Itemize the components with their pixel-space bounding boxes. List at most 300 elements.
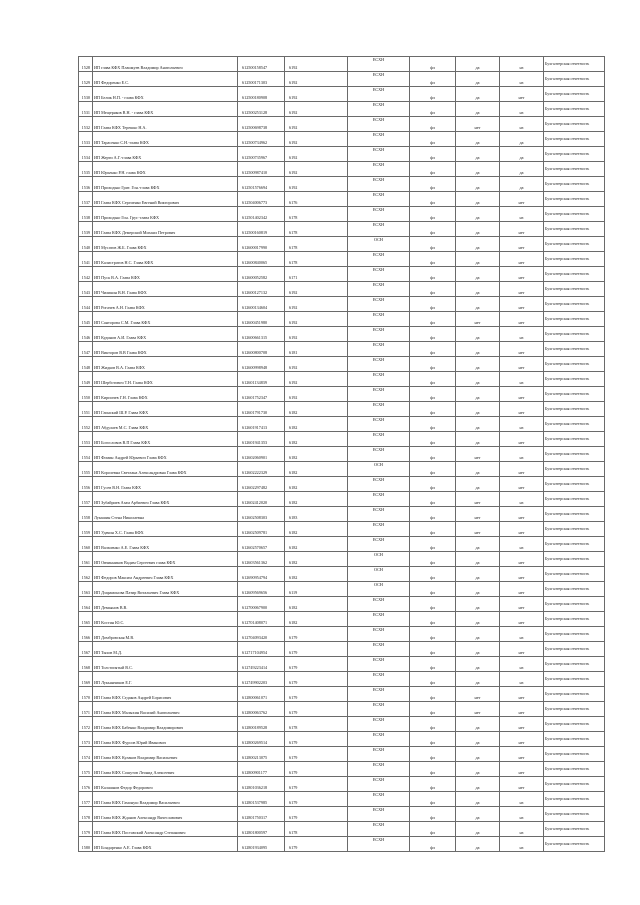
company-name-cell: ИП Тыхов М.Д. (93, 642, 238, 657)
report-type-cell: Бухгалтерская отчетность (544, 837, 605, 852)
flag-one-cell: да (456, 222, 500, 237)
inn-cell: 612602297482 (238, 477, 285, 492)
code-cell: 6182 (285, 447, 348, 462)
code-cell: 6192 (285, 102, 348, 117)
report-type-cell: Бухгалтерская отчетность (544, 657, 605, 672)
company-name-cell: ИП Глава КФХ Гамонуш Владимир Васильевич (93, 792, 238, 807)
flag-one-cell: да (456, 147, 500, 162)
person-type-cell: фл (410, 642, 456, 657)
report-type-cell: Бухгалтерская отчетность (544, 387, 605, 402)
row-number-cell: 1547 (79, 342, 93, 357)
flag-one-cell: нет (456, 687, 500, 702)
company-name-cell: ИП Приходько Гон. Груг.-глава КФХ (93, 207, 238, 222)
flag-one-cell: да (456, 87, 500, 102)
table-row (79, 807, 605, 822)
report-type-cell: Бухгалтерская отчетность (544, 522, 605, 537)
report-type-cell: Бухгалтерская отчетность (544, 432, 605, 447)
table-row (79, 357, 605, 372)
person-type-cell: фл (410, 282, 456, 297)
flag-two-cell: нз (500, 372, 544, 387)
inn-cell: 612500171303 (238, 72, 285, 87)
person-type-cell: фл (410, 132, 456, 147)
person-type-cell: фл (410, 57, 456, 72)
report-type-cell: Бухгалтерская отчетность (544, 792, 605, 807)
person-type-cell: фл (410, 702, 456, 717)
flag-two-cell: нет (500, 252, 544, 267)
inn-cell: 612800061071 (238, 687, 285, 702)
company-name-cell: ИП Пуск В.А. Глава КФХ (93, 267, 238, 282)
flag-one-cell: да (456, 357, 500, 372)
person-type-cell: фл (410, 822, 456, 837)
person-type-cell: фл (410, 627, 456, 642)
report-type-cell: Бухгалтерская отчетность (544, 732, 605, 747)
inn-cell: 612749223414 (238, 657, 285, 672)
table-row (79, 792, 605, 807)
flag-one-cell: да (456, 237, 500, 252)
row-number-cell: 1564 (79, 597, 93, 612)
tax-regime-cell: ЕСХН (348, 387, 410, 402)
flag-two-cell: нет (500, 477, 544, 492)
company-name-cell: ИП глава КФХ Плашкуев Владимир Анатольевич (93, 57, 238, 72)
report-type-cell: Бухгалтерская отчетность (544, 777, 605, 792)
person-type-cell: фл (410, 807, 456, 822)
flag-two-cell: нз (500, 837, 544, 852)
company-name-cell: ИП Тарасенко С.Н.-глава КФХ (93, 132, 238, 147)
code-cell: 6178 (285, 237, 348, 252)
report-type-cell: Бухгалтерская отчетность (544, 162, 605, 177)
flag-one-cell: да (456, 732, 500, 747)
flag-two-cell: нз (500, 672, 544, 687)
person-type-cell: фл (410, 567, 456, 582)
code-cell: 6182 (285, 597, 348, 612)
flag-two-cell: да (500, 177, 544, 192)
flag-one-cell: да (456, 792, 500, 807)
code-cell: 6192 (285, 372, 348, 387)
flag-two-cell: нз (500, 57, 544, 72)
report-type-cell: Бухгалтерская отчетность (544, 207, 605, 222)
row-number-cell: 1533 (79, 132, 93, 147)
flag-two-cell: нет (500, 522, 544, 537)
row-number-cell: 1566 (79, 627, 93, 642)
code-cell: 6179 (285, 792, 348, 807)
company-name-cell: ИП Толстопятый В.С. (93, 657, 238, 672)
row-number-cell: 1542 (79, 267, 93, 282)
company-name-cell: ИП Королевна Светлана Александровна Глава КФХ (93, 462, 238, 477)
table-row (79, 72, 605, 87)
person-type-cell: фл (410, 582, 456, 597)
report-type-cell: Бухгалтерская отчетность (544, 402, 605, 417)
inn-cell: 612500987410 (238, 162, 285, 177)
table-row (79, 822, 605, 837)
row-number-cell: 1561 (79, 552, 93, 567)
table-row (79, 192, 605, 207)
code-cell: 6182 (285, 492, 348, 507)
row-number-cell: 1571 (79, 702, 93, 717)
company-name-cell: ИП Санторова С.М. Глава КФХ (93, 312, 238, 327)
company-name-cell: ИП Рогачев А.Н. Глава КФХ (93, 297, 238, 312)
flag-one-cell: да (456, 627, 500, 642)
flag-two-cell: нет (500, 222, 544, 237)
flag-one-cell: да (456, 132, 500, 147)
table-row (79, 207, 605, 222)
tax-regime-cell: ЕСХН (348, 267, 410, 282)
tax-regime-cell: ЕСХН (348, 417, 410, 432)
code-cell: 6192 (285, 297, 348, 312)
row-number-cell: 1574 (79, 747, 93, 762)
row-number-cell: 1560 (79, 537, 93, 552)
code-cell: 6178 (285, 222, 348, 237)
tax-regime-cell: ЕСХН (348, 357, 410, 372)
report-type-cell: Бухгалтерская отчетность (544, 492, 605, 507)
company-name-cell: ИП Дзарамонова Патир Витальевич Глава КФХ (93, 582, 238, 597)
inn-cell: 612501576694 (238, 177, 285, 192)
tax-regime-cell: ЕСХН (348, 87, 410, 102)
row-number-cell: 1576 (79, 777, 93, 792)
flag-two-cell: нет (500, 312, 544, 327)
company-name-cell: ИП Чиликин В.Н. Глава КФХ (93, 282, 238, 297)
code-cell: 6192 (285, 57, 348, 72)
tax-regime-cell: ЕСХН (348, 597, 410, 612)
flag-one-cell: да (456, 267, 500, 282)
tax-regime-cell: ЕСХН (348, 207, 410, 222)
row-number-cell: 1558 (79, 507, 93, 522)
table-row (79, 627, 605, 642)
person-type-cell: фл (410, 492, 456, 507)
table-row (79, 237, 605, 252)
inn-cell: 612500158547 (238, 57, 285, 72)
company-name-cell: ИП Приходько Грит. Гон.-глава КФХ (93, 177, 238, 192)
code-cell: 6179 (285, 807, 348, 822)
flag-two-cell: нет (500, 462, 544, 477)
flag-one-cell: да (456, 642, 500, 657)
flag-one-cell: нет (456, 447, 500, 462)
code-cell: 6171 (285, 267, 348, 282)
flag-two-cell: нет (500, 777, 544, 792)
row-number-cell: 1534 (79, 147, 93, 162)
person-type-cell: фл (410, 72, 456, 87)
report-type-cell: Бухгалтерская отчетность (544, 192, 605, 207)
code-cell: 6119 (285, 582, 348, 597)
flag-one-cell: нет (456, 492, 500, 507)
flag-one-cell: да (456, 432, 500, 447)
code-cell: 6192 (285, 357, 348, 372)
tax-regime-cell: ОСН (348, 567, 410, 582)
row-number-cell: 1575 (79, 762, 93, 777)
tax-regime-cell: ОСН (348, 552, 410, 567)
flag-one-cell: да (456, 162, 500, 177)
person-type-cell: фл (410, 252, 456, 267)
flag-two-cell: нет (500, 687, 544, 702)
table-row (79, 732, 605, 747)
person-type-cell: фл (410, 402, 456, 417)
inn-cell: 612600661315 (238, 327, 285, 342)
person-type-cell: фл (410, 552, 456, 567)
row-number-cell: 1554 (79, 447, 93, 462)
report-type-cell: Бухгалтерская отчетность (544, 747, 605, 762)
person-type-cell: фл (410, 327, 456, 342)
tax-regime-cell: ЕСХН (348, 162, 410, 177)
report-type-cell: Бухгалтерская отчетность (544, 807, 605, 822)
person-type-cell: фл (410, 357, 456, 372)
inn-cell: 612801036218 (238, 777, 285, 792)
row-number-cell: 1537 (79, 192, 93, 207)
code-cell: 6192 (285, 147, 348, 162)
row-number-cell: 1580 (79, 837, 93, 852)
report-type-cell: Бухгалтерская отчетность (544, 627, 605, 642)
person-type-cell: фл (410, 237, 456, 252)
row-number-cell: 1579 (79, 822, 93, 837)
inn-cell: 612600134604 (238, 297, 285, 312)
tax-regime-cell: ЕСХН (348, 327, 410, 342)
report-type-cell: Бухгалтерская отчетность (544, 222, 605, 237)
inn-cell: 612600840065 (238, 252, 285, 267)
company-name-cell: ИП Федоров Максим Андреевич Глава КФХ (93, 567, 238, 582)
flag-one-cell: да (456, 387, 500, 402)
inn-cell: 612800901177 (238, 762, 285, 777)
code-cell: 6192 (285, 177, 348, 192)
flag-two-cell: нз (500, 417, 544, 432)
company-name-cell: ИП Белик Н.П. - глава КФХ (93, 87, 238, 102)
flag-two-cell: нз (500, 792, 544, 807)
inn-cell: 612609569656 (238, 582, 285, 597)
company-name-cell: ИП Зубайриев Азам Арбиевич Глава КФХ (93, 492, 238, 507)
person-type-cell: фл (410, 342, 456, 357)
table-row (79, 567, 605, 582)
table-row (79, 387, 605, 402)
flag-one-cell: да (456, 297, 500, 312)
code-cell: 6192 (285, 72, 348, 87)
report-type-cell: Бухгалтерская отчетность (544, 327, 605, 342)
tax-regime-cell: ЕСХН (348, 492, 410, 507)
report-type-cell: Бухгалтерская отчетность (544, 372, 605, 387)
tax-regime-cell: ЕСХН (348, 282, 410, 297)
flag-two-cell: нз (500, 117, 544, 132)
code-cell: 6192 (285, 282, 348, 297)
tax-regime-cell: ЕСХН (348, 717, 410, 732)
report-type-cell: Бухгалтерская отчетность (544, 582, 605, 597)
table-row (79, 582, 605, 597)
code-cell: 6179 (285, 687, 348, 702)
table-row (79, 492, 605, 507)
inn-cell: 612801934095 (238, 837, 285, 852)
flag-one-cell: да (456, 567, 500, 582)
row-number-cell: 1545 (79, 312, 93, 327)
inn-cell: 612601941353 (238, 432, 285, 447)
row-number-cell: 1573 (79, 732, 93, 747)
flag-two-cell: нет (500, 357, 544, 372)
flag-two-cell: да (500, 162, 544, 177)
code-cell: 6192 (285, 117, 348, 132)
company-name-cell: ИП Федоренко Е.С. (93, 72, 238, 87)
inn-cell: 612504006773 (238, 192, 285, 207)
inn-cell: 612500253128 (238, 102, 285, 117)
table-row (79, 477, 605, 492)
flag-one-cell: да (456, 837, 500, 852)
company-name-cell: ИП Глава КФХ Малыхин Василий Анатольевич (93, 702, 238, 717)
inn-cell: 612601917413 (238, 417, 285, 432)
code-cell: 6178 (285, 207, 348, 222)
person-type-cell: фл (410, 762, 456, 777)
tax-regime-cell: ЕСХН (348, 612, 410, 627)
table-row (79, 657, 605, 672)
person-type-cell: фл (410, 717, 456, 732)
flag-two-cell: нет (500, 87, 544, 102)
inn-cell: 612801750317 (238, 807, 285, 822)
row-number-cell: 1559 (79, 522, 93, 537)
code-cell: 6182 (285, 552, 348, 567)
row-number-cell: 1552 (79, 417, 93, 432)
report-type-cell: Бухгалтерская отчетность (544, 447, 605, 462)
row-number-cell: 1553 (79, 432, 93, 447)
company-name-cell: Лукашин Стена Николаевна (93, 507, 238, 522)
row-number-cell: 1530 (79, 87, 93, 102)
table-row (79, 837, 605, 852)
table-row (79, 147, 605, 162)
report-type-cell: Бухгалтерская отчетность (544, 132, 605, 147)
flag-one-cell: нет (456, 522, 500, 537)
tax-regime-cell: ЕСХН (348, 132, 410, 147)
flag-two-cell: нз (500, 657, 544, 672)
row-number-cell: 1535 (79, 162, 93, 177)
tax-regime-cell: ЕСХН (348, 747, 410, 762)
code-cell: 6182 (285, 612, 348, 627)
table-row (79, 297, 605, 312)
row-number-cell: 1528 (79, 57, 93, 72)
tax-regime-cell: ЕСХН (348, 102, 410, 117)
row-number-cell: 1551 (79, 402, 93, 417)
table-row (79, 417, 605, 432)
company-name-cell: ИП Глава КФХ Жданов Александр Вячеславович (93, 807, 238, 822)
company-name-cell: ИП Удачин Х.С. Глава КФХ (93, 522, 238, 537)
person-type-cell: фл (410, 837, 456, 852)
code-cell: 6192 (285, 312, 348, 327)
row-number-cell: 1567 (79, 642, 93, 657)
code-cell: 6178 (285, 717, 348, 732)
flag-two-cell: нет (500, 552, 544, 567)
person-type-cell: фл (410, 507, 456, 522)
table-row (79, 507, 605, 522)
tax-regime-cell: ЕСХН (348, 687, 410, 702)
flag-one-cell: да (456, 537, 500, 552)
flag-one-cell: да (456, 462, 500, 477)
row-number-cell: 1570 (79, 687, 93, 702)
table-row (79, 747, 605, 762)
flag-one-cell: да (456, 252, 500, 267)
flag-two-cell: нет (500, 192, 544, 207)
code-cell: 6192 (285, 87, 348, 102)
person-type-cell: фл (410, 102, 456, 117)
code-cell: 6179 (285, 762, 348, 777)
flag-two-cell: нет (500, 282, 544, 297)
code-cell: 6192 (285, 162, 348, 177)
code-cell: 6179 (285, 627, 348, 642)
tax-regime-cell: ЕСХН (348, 177, 410, 192)
flag-one-cell: да (456, 477, 500, 492)
inn-cell: 612601134839 (238, 372, 285, 387)
document-page (78, 56, 604, 852)
report-type-cell: Бухгалтерская отчетность (544, 552, 605, 567)
table-row (79, 687, 605, 702)
report-type-cell: Бухгалтерская отчетность (544, 237, 605, 252)
report-type-cell: Бухгалтерская отчетность (544, 462, 605, 477)
tax-regime-cell: ЕСХН (348, 477, 410, 492)
table-row (79, 642, 605, 657)
company-name-cell: ИП Шерботович Т.Н. Глава КФХ (93, 372, 238, 387)
report-type-cell: Бухгалтерская отчетность (544, 177, 605, 192)
report-type-cell: Бухгалтерская отчетность (544, 297, 605, 312)
tax-regime-cell: ЕСХН (348, 252, 410, 267)
flag-two-cell: да (500, 147, 544, 162)
row-number-cell: 1536 (79, 177, 93, 192)
flag-two-cell: нз (500, 207, 544, 222)
table-row (79, 162, 605, 177)
table-row (79, 312, 605, 327)
company-name-cell: ИП Калашнов Федор Федорович (93, 777, 238, 792)
flag-one-cell: да (456, 657, 500, 672)
person-type-cell: фл (410, 537, 456, 552)
table-row (79, 252, 605, 267)
table-row (79, 717, 605, 732)
report-type-cell: Бухгалтерская отчетность (544, 342, 605, 357)
person-type-cell: фл (410, 312, 456, 327)
tax-regime-cell: ЕСХН (348, 117, 410, 132)
flag-one-cell: да (456, 417, 500, 432)
person-type-cell: фл (410, 117, 456, 132)
person-type-cell: фл (410, 447, 456, 462)
tax-regime-cell: ЕСХН (348, 402, 410, 417)
code-cell: 6192 (285, 132, 348, 147)
code-cell: 6179 (285, 837, 348, 852)
flag-two-cell: нет (500, 342, 544, 357)
tax-regime-cell: ЕСХН (348, 522, 410, 537)
person-type-cell: фл (410, 162, 456, 177)
flag-one-cell: да (456, 207, 500, 222)
row-number-cell: 1529 (79, 72, 93, 87)
table-row (79, 432, 605, 447)
tax-regime-cell: ОСН (348, 237, 410, 252)
table-row (79, 612, 605, 627)
flag-two-cell: нет (500, 612, 544, 627)
table-row (79, 447, 605, 462)
code-cell: 6182 (285, 522, 348, 537)
report-type-cell: Бухгалтерская отчетность (544, 642, 605, 657)
inn-cell: 612600017990 (238, 237, 285, 252)
code-cell: 6178 (285, 822, 348, 837)
tax-regime-cell: ЕСХН (348, 777, 410, 792)
inn-cell: 612700067900 (238, 597, 285, 612)
person-type-cell: фл (410, 732, 456, 747)
company-name-cell: ИП Глава КФХ Сошутов Леонид Алексеевич (93, 762, 238, 777)
report-type-cell: Бухгалтерская отчетность (544, 762, 605, 777)
person-type-cell: фл (410, 747, 456, 762)
report-type-cell: Бухгалтерская отчетность (544, 597, 605, 612)
report-type-cell: Бухгалтерская отчетность (544, 537, 605, 552)
inn-cell: 612500160819 (238, 222, 285, 237)
person-type-cell: фл (410, 417, 456, 432)
inn-cell: 612800269514 (238, 732, 285, 747)
tax-regime-cell: ЕСХН (348, 507, 410, 522)
flag-two-cell: нз (500, 447, 544, 462)
person-type-cell: фл (410, 462, 456, 477)
company-name-cell: ИП Глава КФХ Кулаков Владимир Васильевич (93, 747, 238, 762)
person-type-cell: фл (410, 372, 456, 387)
row-number-cell: 1577 (79, 792, 93, 807)
company-name-cell: ИП Глинский Ш.Р. Глава КФХ (93, 402, 238, 417)
person-type-cell: фл (410, 177, 456, 192)
company-name-cell: ИП Овчинников Вадим Сергеевич глава КФХ (93, 552, 238, 567)
inn-cell: 612717104954 (238, 642, 285, 657)
company-name-cell: ИП Домбровская М.В. (93, 627, 238, 642)
